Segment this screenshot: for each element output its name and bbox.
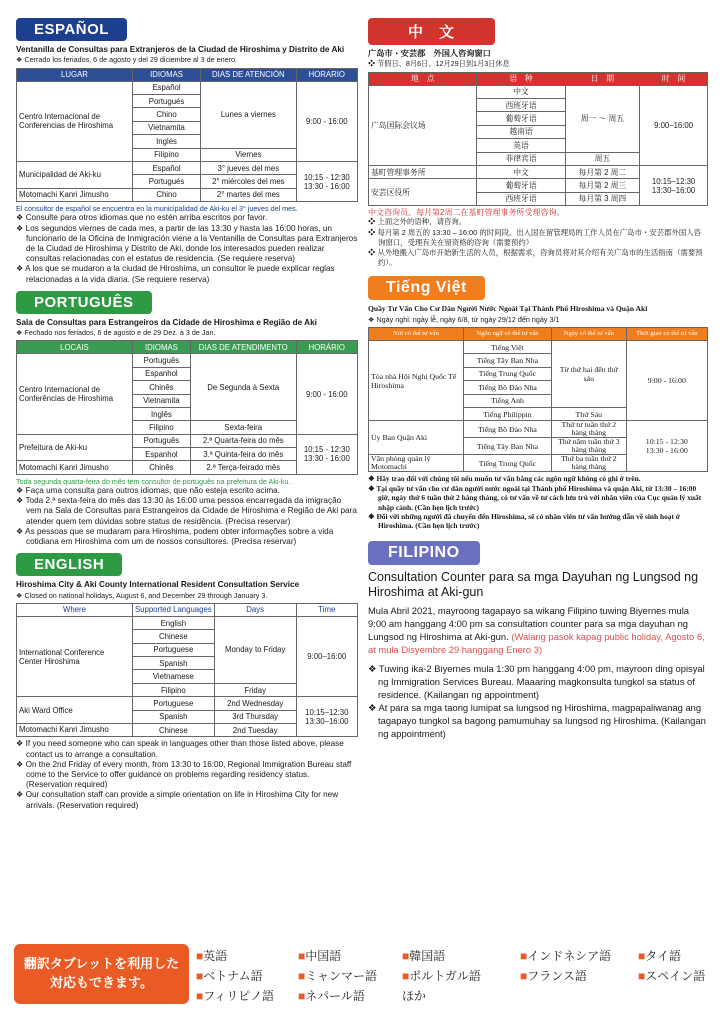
table-cell: Từ thứ hai đến thứ sáu (552, 340, 627, 407)
table-cell: 2.ª Terça-feirado mês (190, 461, 296, 474)
place-cell: Centro Internacional de Conferencias de Hiroshima (17, 81, 133, 161)
portugues-closed: ❖ Fechado nos feriados, 6 de agosto e de 29 Dez. à 3 de Jan. (16, 328, 216, 338)
chinese-red-note: 中文咨询员、每月第2周二在基町管理事务所受理咨询。 (368, 208, 565, 218)
table-cell: Vietnamese (132, 670, 214, 683)
lang-item: ■ベトナム語 (196, 969, 263, 983)
table-cell: 安芸区役所 (369, 179, 477, 206)
table-cell: Português (132, 354, 190, 367)
table-cell: Tiếng Philippin (463, 407, 551, 420)
filipino-title: Consultation Counter para sa mga Dayuhan ng Lungsod ng Hiroshima at Aki-gun (368, 569, 699, 599)
table-cell: Chino (132, 188, 200, 201)
table-cell: LOCAIS (17, 341, 133, 354)
table-cell: 越南语 (477, 125, 565, 138)
table-cell: Tiếng Bồ Đào Nha (463, 421, 551, 438)
bullet: ❖ 每月第 2 周五的 13:30 – 16:00 的时间段，出入国在留管理局的工作人员在广岛市・安芸郡外国人咨询窗口，受理有关在留资格的咨询（需要预约） (368, 227, 702, 247)
col-header: DIAS DE ATENCIÓN (201, 68, 296, 81)
lang-item: ■スペイン語 (638, 969, 706, 983)
bullet: ❖ Hãy trao đổi với chúng tôi nếu muốn tư vấn bằng các ngôn ngữ không có ghi ở trên. (368, 474, 641, 484)
table-cell: 语 种 (477, 72, 565, 85)
table-cell: 时 间 (640, 72, 708, 85)
table-cell: 2° miércoles del mes (201, 175, 296, 188)
table-cell: IDIOMAS (132, 341, 190, 354)
chinese-closed: ❖ 节假日、8月6日、12月29日到1月3日休息 (368, 59, 510, 69)
bullet: ❖ Tại quầy tư vấn cho cư dân người nước ngoài tại Thành phố Hiroshima và quận Aki, từ 13:30 – 16:00 giờ, ngày thứ 6 tuần thứ 2 hàng tháng, có tư vấn về tư cách lưu trú với nhân viên của Cục quản lý xuất nhập cảnh. (Cần hẹn lịch trước) (368, 483, 702, 512)
lang-other: ほか (402, 989, 427, 1003)
table-cell: Thứ năm tuần thứ 3 hàng tháng (552, 438, 627, 455)
col-header: IDIOMAS (132, 68, 200, 81)
table-cell: 每月第 2 周三 (565, 179, 640, 192)
table-cell: 3° jueves del mes (201, 161, 296, 174)
table-cell: 西班牙语 (477, 192, 565, 205)
table-cell: 西班牙语 (477, 99, 565, 112)
table-cell: Vietnamita (132, 394, 190, 407)
table-cell: 每月第 2 周二 (565, 165, 640, 178)
table-cell: Aki Ward Office (17, 697, 133, 724)
bullet: ❖ Tuwing ika-2 Biyernes mula 1:30 pm hanggang 4:00 pm, mayroon ding opisyal ng Immigration Services Bureau. Maaaring magkonsulta tungkol sa status of residence. (Kailangan ng appointment) (368, 662, 705, 700)
table-cell: Centro Internacional de Conferências de Hiroshima (17, 354, 133, 434)
lang-item: ■インドネシア語 (520, 949, 612, 963)
table-cell: Thứ tư tuần thứ 2 hàng tháng (552, 421, 627, 438)
table-cell: Chinês (132, 381, 190, 394)
bullet: ❖ Our consultation staff can provide a simple orientation on life in Hiroshima City for new arrivals. (Reservation required) (16, 790, 339, 810)
bullet: ❖ As pessoas que se mudaram para Hiroshima, podem obter informações sobre a vida cotidiana em Hiroshima com um de nossos consultores. (Precisa reservar) (16, 526, 334, 547)
english-closed: ❖ Closed on national holidays, August 6, and December 29 through January 3. (16, 590, 268, 600)
espanol-closed: ❖ Cerrado los feriados, 6 de agosto y del 29 diciembre al 3 de enero. (16, 55, 237, 65)
table-cell: Motomachi Kanri Jimusho (17, 461, 133, 474)
bullet: ❖ Toda 2.ª sexta-feira do mês das 13:30 às 16:00 uma pessoa encarregada da imigração vem na Sala de Consultas para Estrangeiros da Cidade de Hiroshima e Região de Aki para atender quem tem dúvidas sobre status de residência. (Precisa reservar) (16, 496, 357, 526)
table-cell: Time (296, 603, 357, 616)
table-cell: 9:00–16:00 (640, 85, 708, 165)
table-cell: 菲律宾语 (477, 152, 565, 165)
table-cell: Chino (132, 108, 200, 121)
table-cell: 周一 ～ 周五 (565, 85, 640, 152)
table-cell: Supported Languages (132, 603, 214, 616)
table-cell: 9:00 - 16:00 (626, 340, 707, 420)
chinese-table (368, 72, 708, 207)
bullet: ❖ 从外地搬入广岛市开始新生活的人员，根据需求，咨询员将对其介绍有关广岛市的生活指南（需要预约）。 (368, 247, 703, 268)
table-cell: Motomachi Kanri Jimusho (17, 188, 133, 201)
table-cell: Sexta-feira (190, 421, 296, 434)
table-cell: Español (132, 81, 200, 94)
table-cell: 3rd Thursday (214, 710, 296, 723)
table-cell: Portugués (132, 95, 200, 108)
table-cell: Ngôn ngữ có thể tư vấn (463, 327, 551, 340)
table-cell: 中文 (477, 165, 565, 178)
table-cell: 10:15 - 12:30 13:30 - 16:00 (296, 161, 357, 201)
table-cell: 10:15–12:30 13:30–16:00 (296, 697, 357, 737)
english-table (16, 603, 358, 738)
table-cell: Filipino (132, 148, 200, 161)
table-cell: Tòa nhà Hội Nghị Quốc Tế Hiroshima (369, 340, 464, 420)
table-cell: Thứ Sáu (552, 407, 627, 420)
table-cell: Văn phòng quản lý Motomachi (369, 455, 464, 472)
table-cell: 葡萄牙语 (477, 112, 565, 125)
table-cell: Tiếng Việt (463, 340, 551, 353)
col-header: LUGAR (17, 68, 133, 81)
table-cell: 广岛国际会议场 (369, 85, 477, 165)
table-cell: Inglês (132, 407, 190, 420)
table-cell: English (132, 616, 214, 629)
table-cell: Filipino (132, 683, 214, 696)
portugues-green-note: Toda segunda quarta-feira do mês tem consultor de português na prefeitura de Aki-ku. (16, 476, 291, 486)
bullet: ❖ Los segundos viernes de cada mes, a partir de las 13:30 y hasta las 16:00 horas, un funcionario de la Oficina de Inmigración viene a la Ventanilla de Consultas para Extranjeros de la Ciudad de Hiroshima y Distrito de Aki, donde los interesados pueden realizar consultas relacionadas con el estatus de residencia. (Se requiere reserva) (16, 223, 358, 264)
espanol-title: Ventanilla de Consultas para Extranjeros de la Ciudad de Hiroshima y Distrito de Aki (16, 45, 345, 54)
table-cell: 基町管理事务所 (369, 165, 477, 178)
english-header: ENGLISH (16, 553, 122, 576)
table-cell: Tiếng Trung Quốc (463, 455, 551, 472)
table-cell: Chinese (132, 724, 214, 737)
lang-item: ■ポルトガル語 (402, 969, 481, 983)
espanol-header: ESPAÑOL (16, 18, 127, 41)
espanol-table (16, 68, 358, 203)
vietnamese-table (368, 327, 708, 472)
table-cell: Prefeitura de Aki-ku (17, 434, 133, 461)
table-cell: 2nd Tuesday (214, 724, 296, 737)
vietnamese-title: Quầy Tư Vấn Cho Cư Dân Người Nước Ngoài Tại Thành Phố Hiroshima và Quận Aki (368, 304, 648, 314)
table-cell: 中文 (477, 85, 565, 98)
table-cell: 10:15 - 12:30 13:30 - 16:00 (626, 421, 707, 472)
table-cell: 9:00 - 16:00 (296, 81, 357, 161)
bullet: ❖ Faça uma consulta para outros idiomas, que não esteja escrito acima. (16, 486, 281, 496)
table-cell: Filipino (132, 421, 190, 434)
lang-item: ■タイ語 (638, 949, 682, 963)
table-cell: Motomachi Kanri Jimusho (17, 724, 133, 737)
table-cell: Tiếng Tây Ban Nha (463, 354, 551, 367)
table-cell: Ngày có thể tư vấn (552, 327, 627, 340)
table-cell: Days (214, 603, 296, 616)
table-cell: Friday (214, 683, 296, 696)
english-title: Hiroshima City & Aki County International Resident Consultation Service (16, 580, 300, 590)
table-cell: DIAS DE ATENDIMENTO (190, 341, 296, 354)
bullet: ❖ Consulte para otros idiomas que no estén arriba escritos por favor. (16, 213, 268, 223)
badge-line2: 対応もできます。 (50, 975, 153, 990)
table-cell: Portuguese (132, 643, 214, 656)
portugues-table (16, 340, 358, 475)
table-cell: De Segunda à Sexta (190, 354, 296, 421)
lang-item: ■韓国語 (402, 949, 446, 963)
bullet: ❖ At para sa mga taong lumipat sa lungsod ng Hiroshima, magpapaliwanag ang tagapayo tungkol sa bagong pamumuhay sa lungsod ng Hiroshima. (Kailangan ng appointment) (368, 701, 706, 739)
table-cell: Thời gian có thể tư vấn (626, 327, 707, 340)
table-cell: Spanish (132, 710, 214, 723)
table-cell: Chinese (132, 630, 214, 643)
table-cell: 2° martes del mes (201, 188, 296, 201)
bullet: ❖ If you need someone who can speak in languages other than those listed above, please contact us to arrange a consultation. (16, 739, 344, 759)
table-cell: Inglés (132, 135, 200, 148)
table-cell: Monday to Friday (214, 616, 296, 683)
table-cell: HORÁRIO (296, 341, 357, 354)
translation-tablet-badge (14, 944, 189, 1004)
table-cell: 英语 (477, 139, 565, 152)
table-cell: Municipalidad de Aki-ku (17, 161, 133, 188)
table-cell: Tiếng Anh (463, 394, 551, 407)
filipino-header: FILIPINO (368, 541, 480, 565)
table-cell: Tiếng Bồ Đào Nha (463, 381, 551, 394)
table-cell: 葡萄牙语 (477, 179, 565, 192)
table-cell: 3.ª Quinta-feira do mês (190, 448, 296, 461)
table-cell: 9:00 - 16:00 (296, 354, 357, 434)
table-cell: Viernes (201, 148, 296, 161)
left-column (16, 18, 358, 811)
lang-item: ■中国語 (298, 949, 342, 963)
table-cell: Ủy Ban Quận Aki (369, 421, 464, 455)
bullet: ❖ A los que se mudaron a la ciudad de Hiroshima, un consultor le puede explicar reglas relacionadas a la vida diaria. (Se requiere reserva) (16, 264, 335, 284)
lang-item: ■ミャンマー語 (298, 969, 378, 983)
table-cell: Espanhol (132, 367, 190, 380)
table-cell: Portuguese (132, 697, 214, 710)
table-cell: Português (132, 434, 190, 447)
table-cell: Where (17, 603, 133, 616)
espanol-red-note: El consultor de español se encuentra en la municipalidad de Aki-ku el 3° jueves del mes. (16, 204, 298, 214)
table-cell: Lunes a viernes (201, 81, 296, 148)
right-column (368, 18, 708, 740)
table-cell: International Conference Center Hiroshima (17, 616, 133, 696)
table-cell: 10:15–12:30 13:30–16:00 (640, 165, 708, 205)
table-cell: 日 期 (565, 72, 640, 85)
table-cell: Tiếng Trung Quốc (463, 367, 551, 380)
table-cell: 9:00–16:00 (296, 616, 357, 696)
table-cell: 周五 (565, 152, 640, 165)
table-cell: Nơi có thể tư vấn (369, 327, 464, 340)
chinese-header: 中 文 (368, 18, 495, 45)
portugues-header: PORTUGUÊS (16, 291, 152, 314)
table-cell: Vietnamita (132, 121, 200, 134)
badge-line1: 翻訳タブレットを利用した (23, 956, 180, 971)
table-cell: Portugués (132, 175, 200, 188)
table-cell: Chinês (132, 461, 190, 474)
table-cell: 10:15 - 12:30 13:30 - 16:00 (296, 434, 357, 474)
table-cell: Thứ ba tuần thứ 2 hàng tháng (552, 455, 627, 472)
table-cell: Español (132, 161, 200, 174)
col-header: HORARIO (296, 68, 357, 81)
chinese-title: 广岛市・安芸郡 外国人咨询窗口 (368, 49, 491, 58)
filipino-paragraph: Mula Abril 2021, mayroong tagapayo sa wikang Filipino tuwing Biyernes mula 9:00 am hanggang 4:00 pm sa consultation counter para sa mga dayuhan ng Lungsod ng Hiroshima at Aki-gun. (Walang pasok kapag public holiday, Agosto 6, at mula Disyembre 29 hanggang Enero 3) (368, 604, 705, 655)
language-list (196, 946, 716, 1006)
lang-item: ■英語 (196, 949, 228, 963)
portugues-title: Sala de Consultas para Estrangeiros da Cidade de Hiroshima e Região de Aki (16, 317, 317, 327)
bullet: ❖ Đối với những người đã chuyển đến Hiroshima, sẽ có nhân viên tư vấn hướng dẫn về sinh hoạt ở Hiroshima. (Cần hẹn lịch trước) (368, 511, 680, 531)
vietnamese-header: Tiếng Việt (368, 276, 485, 300)
lang-item: ■ネパール語 (298, 989, 365, 1003)
table-cell: Spanish (132, 657, 214, 670)
bullet: ❖ On the 2nd Friday of every month, from 13:30 to 16:00, Regional Immigration Bureau staff come to the Service to offer guidance on problems regarding residency status. (Reservation required) (16, 759, 352, 790)
table-cell: 地 点 (369, 72, 477, 85)
vietnamese-closed: ❖ Ngày nghỉ: ngày lễ, ngày 6/8, từ ngày 29/12 đến ngày 3/1 (368, 314, 560, 324)
lang-item: ■フィリピノ語 (196, 989, 275, 1003)
table-cell: 2.ª Quarta-feira do mês (190, 434, 296, 447)
table-cell: 2nd Wednesday (214, 697, 296, 710)
bullet: ❖ 上面之外的语种，请咨询。 (368, 217, 467, 227)
table-cell: Espanhol (132, 448, 190, 461)
lang-item: ■フランス語 (520, 969, 587, 983)
table-cell: Tiếng Tây Ban Nha (463, 438, 551, 455)
table-cell: 每月第 3 周四 (565, 192, 640, 205)
